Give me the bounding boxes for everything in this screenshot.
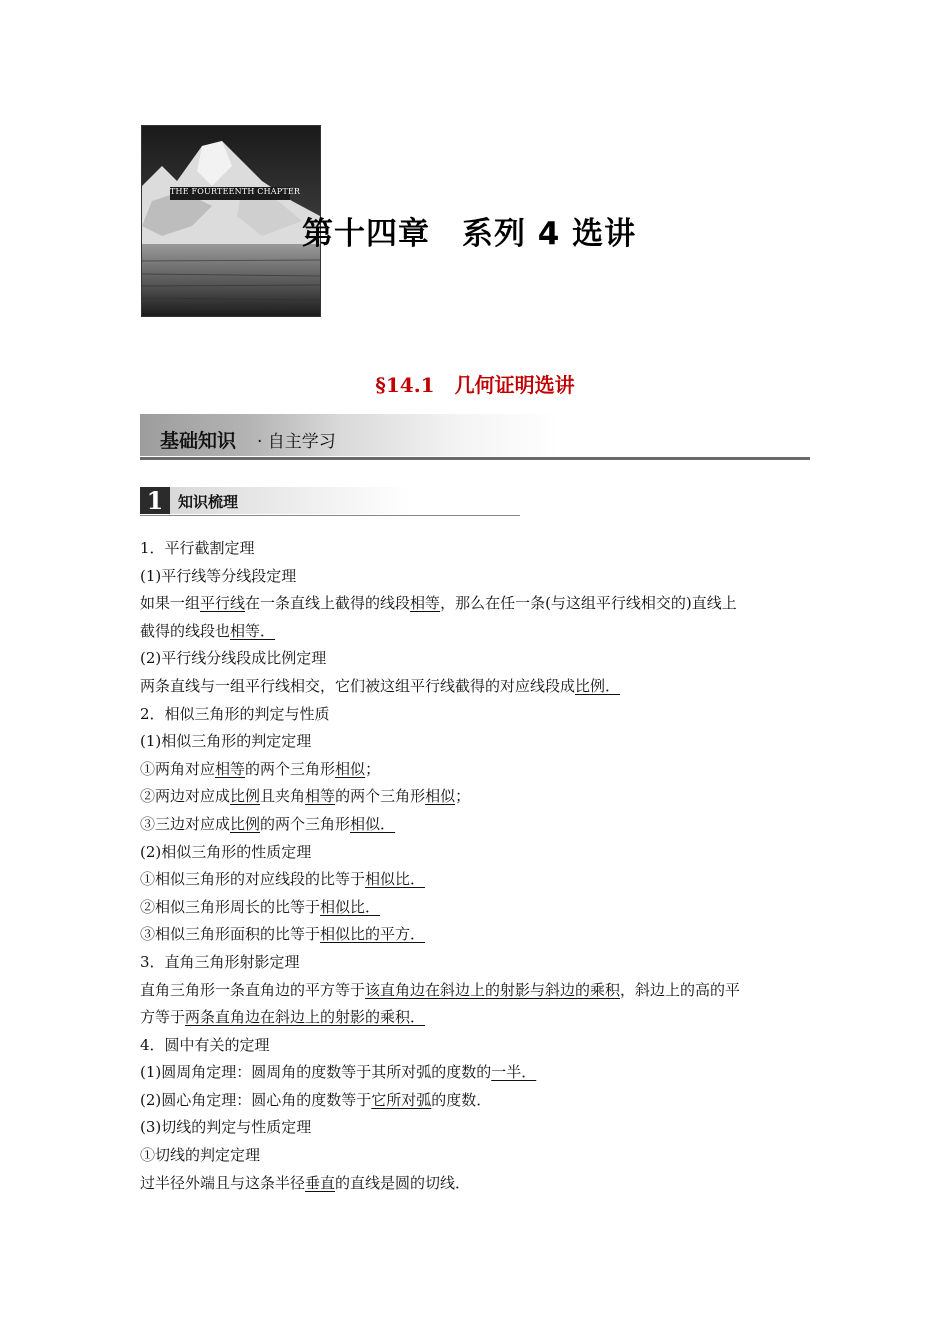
text-segment: ③相似三角形面积的比等于 xyxy=(140,925,321,944)
text-segment: ②两边对应成 xyxy=(140,787,231,806)
section-title: §14.1 几何证明选讲 xyxy=(375,373,575,397)
text-segment: 3．直角三角形射影定理 xyxy=(140,952,300,971)
text-line xyxy=(140,977,812,1005)
text-line xyxy=(140,1059,812,1087)
answer-blank: 比例 xyxy=(230,787,261,806)
text-segment: (1)平行线等分线段定理 xyxy=(140,566,297,585)
answer-blank: 它所对弧 xyxy=(371,1090,432,1109)
answer-blank: 相似比的平方． xyxy=(320,925,426,944)
heading-number-badge: 1 xyxy=(140,487,170,514)
text-segment: (2)圆心角定理：圆心角的度数等于 xyxy=(140,1090,372,1109)
text-segment: 的两个三角形 xyxy=(335,787,426,806)
heading-divider xyxy=(140,515,520,516)
text-line xyxy=(140,1032,812,1060)
text-segment: ①两角对应 xyxy=(140,759,216,778)
basic-knowledge-banner xyxy=(140,414,810,460)
text-segment: ； xyxy=(365,759,381,778)
text-segment: 的两个三角形 xyxy=(245,759,336,778)
text-line xyxy=(140,1114,812,1142)
chapter-cover-image xyxy=(141,125,321,317)
text-segment: (1)相似三角形的判定定理 xyxy=(140,732,312,751)
text-segment: 过半径外端且与这条半径 xyxy=(140,1173,306,1192)
text-line xyxy=(140,535,812,563)
text-line xyxy=(140,866,812,894)
answer-blank: 相似． xyxy=(350,814,396,833)
text-segment: 的两个三角形 xyxy=(260,814,351,833)
text-line xyxy=(140,1087,812,1115)
text-line xyxy=(140,673,812,701)
text-segment: 2．相似三角形的判定与性质 xyxy=(140,704,330,723)
text-line xyxy=(140,1142,812,1170)
text-line xyxy=(140,811,812,839)
answer-blank: 相似比． xyxy=(365,870,426,889)
text-line xyxy=(140,563,812,591)
chapter-title: 第十四章 系列 4 选讲 xyxy=(302,216,637,252)
banner-title: 基础知识 xyxy=(160,430,237,452)
answer-blank: 比例． xyxy=(575,676,621,695)
answer-blank: 该直角边在斜边上的射影与斜边的乘积 xyxy=(365,980,621,999)
answer-blank: 比例 xyxy=(230,814,261,833)
text-line xyxy=(140,1170,812,1198)
text-segment: 1．平行截割定理 xyxy=(140,539,255,557)
body-text xyxy=(140,535,812,1197)
banner-subtitle: · 自主学习 xyxy=(257,432,336,452)
text-line xyxy=(140,728,812,756)
text-segment: 方等于 xyxy=(140,1008,186,1027)
text-segment: (2)相似三角形的性质定理 xyxy=(140,842,312,861)
text-segment: 两条直线与一组平行线相交，它们被这组平行线截得的对应线段成 xyxy=(140,676,576,695)
answer-blank: 相似 xyxy=(335,759,366,778)
answer-blank: 一半． xyxy=(491,1063,537,1082)
text-segment: ； xyxy=(455,787,471,806)
text-segment: 如果一组 xyxy=(140,594,201,613)
text-line xyxy=(140,783,812,811)
text-segment: (2)平行线分线段成比例定理 xyxy=(140,649,327,668)
text-line xyxy=(140,756,812,784)
text-line xyxy=(140,894,812,922)
text-segment: 4．圆中有关的定理 xyxy=(140,1035,270,1054)
text-segment: (3)切线的判定与性质定理 xyxy=(140,1118,312,1137)
text-line xyxy=(140,701,812,729)
answer-blank: 相等 xyxy=(305,787,336,806)
text-segment: ③三边对应成 xyxy=(140,814,231,833)
text-segment: ②相似三角形周长的比等于 xyxy=(140,897,321,916)
answer-blank: 两条直角边在斜边上的射影的乘积． xyxy=(185,1008,426,1027)
banner-divider xyxy=(140,457,810,460)
text-segment: ，那么在任一条(与这组平行线相交的)直线上 xyxy=(440,594,737,613)
text-segment: ①切线的判定定理 xyxy=(140,1146,261,1165)
text-line xyxy=(140,590,812,618)
text-line xyxy=(140,921,812,949)
chapter-image-label: THE FOURTEENTH CHAPTER xyxy=(170,187,301,196)
knowledge-summary-heading xyxy=(140,487,520,517)
text-segment: 直角三角形一条直角边的平方等于 xyxy=(140,980,366,999)
answer-blank: 平行线 xyxy=(200,594,246,613)
text-segment: 截得的线段也 xyxy=(140,621,231,640)
text-line xyxy=(140,949,812,977)
text-segment: ①相似三角形的对应线段的比等于 xyxy=(140,870,366,889)
text-segment: 的直线是圆的切线． xyxy=(335,1173,471,1192)
answer-blank: 垂直 xyxy=(305,1173,336,1192)
heading-label: 知识梳理 xyxy=(178,493,239,511)
answer-blank: 相似 xyxy=(425,787,456,806)
answer-blank: 相似比． xyxy=(320,897,381,916)
text-segment: 的度数． xyxy=(431,1090,492,1109)
text-line xyxy=(140,839,812,867)
text-segment: ，斜边上的高的平 xyxy=(620,980,741,999)
text-segment: 在一条直线上截得的线段 xyxy=(245,594,411,613)
text-line xyxy=(140,618,812,646)
text-line xyxy=(140,1004,812,1032)
answer-blank: 相等． xyxy=(230,621,276,640)
answer-blank: 相等 xyxy=(410,594,441,613)
text-line xyxy=(140,645,812,673)
text-segment: (1)圆周角定理：圆周角的度数等于其所对弧的度数的 xyxy=(140,1063,492,1082)
text-segment: 且夹角 xyxy=(260,787,306,806)
answer-blank: 相等 xyxy=(215,759,246,778)
